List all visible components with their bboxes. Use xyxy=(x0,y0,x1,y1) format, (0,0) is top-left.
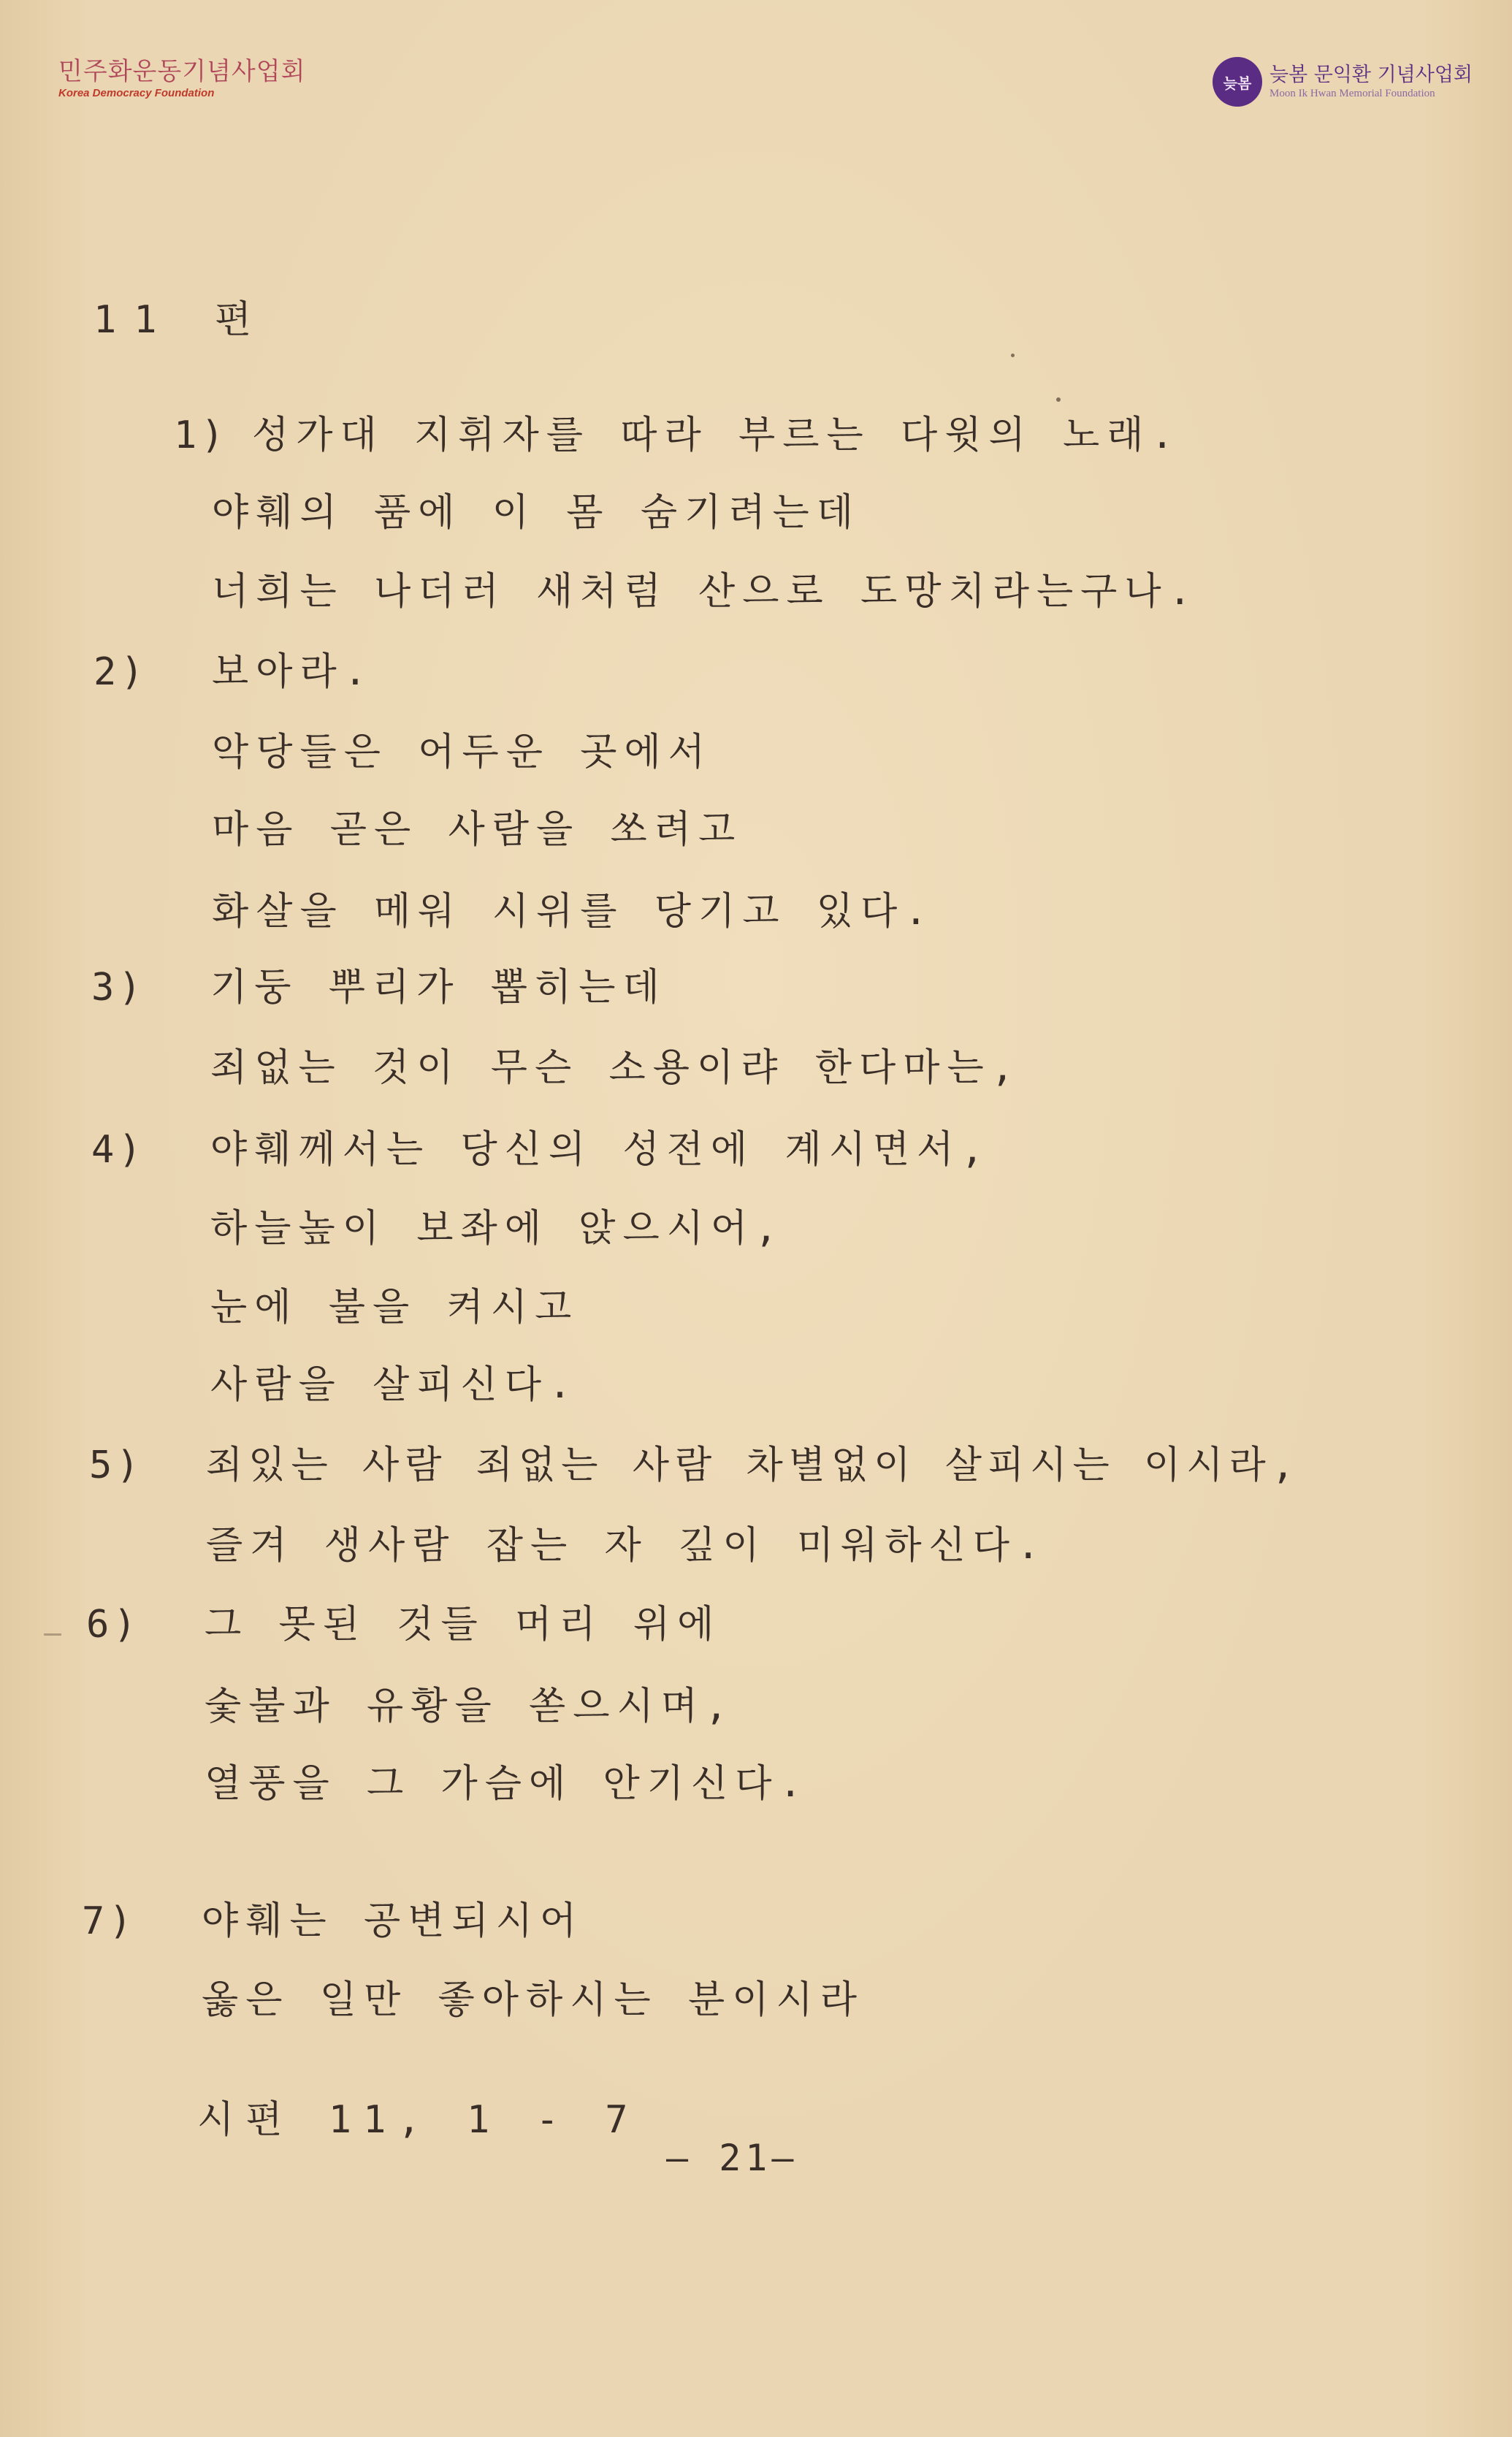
verse-line: 야훼는 공변되시어 xyxy=(202,1899,584,1943)
stanza-number: 7) xyxy=(82,1899,137,1943)
verse-line: 악당들은 어두운 곳에서 xyxy=(212,731,712,774)
moon-ik-hwan-foundation-logo xyxy=(1213,57,1473,107)
scripture-reference: 시편 11, 1 - 7 xyxy=(197,2098,640,2142)
verse-line: 그 못된 것들 머리 위에 xyxy=(205,1603,722,1647)
verse-line: 옳은 일만 좋아하시는 분이시라 xyxy=(202,1978,864,2022)
verse-line: 너희는 나더러 새처럼 산으로 도망치라는구나. xyxy=(212,570,1199,614)
page-number: — 21— xyxy=(666,2137,798,2179)
verse-line: 사람을 살피신다. xyxy=(210,1363,579,1407)
mih-logo-english: Moon Ik Hwan Memorial Foundation xyxy=(1269,88,1435,99)
neutbom-seal-icon: 늦봄 xyxy=(1213,57,1262,107)
verse-line: 성가대 지휘자를 따라 부르는 다윗의 노래. xyxy=(252,413,1181,457)
stanza-number: 5) xyxy=(89,1443,144,1487)
verse-line: 즐겨 생사람 잡는 자 깊이 미워하신다. xyxy=(206,1524,1047,1568)
scan-speck xyxy=(1056,397,1061,402)
verse-line: 죄있는 사람 죄없는 사람 차별없이 살피시는 이시라, xyxy=(206,1443,1301,1487)
stanza-number: 3) xyxy=(91,966,146,1010)
verse-line: 열풍을 그 가슴에 안기신다. xyxy=(205,1762,809,1806)
stanza-number: 6) xyxy=(86,1603,141,1647)
verse-line: 야훼의 품에 이 몸 숨기려는데 xyxy=(212,491,861,535)
stanza-number: 2) xyxy=(93,650,148,694)
verse-line: 야훼께서는 당신의 성전에 계시면서, xyxy=(210,1128,991,1172)
verse-line: 죄없는 것이 무슨 소용이랴 한다마는, xyxy=(210,1046,1022,1090)
scan-mark xyxy=(44,1633,61,1636)
verse-line: 화살을 메워 시위를 당기고 있다. xyxy=(212,890,935,934)
kdf-logo-english: Korea Democracy Foundation xyxy=(58,87,215,99)
korea-democracy-foundation-logo xyxy=(58,57,305,101)
mih-logo-korean: 늦봄 문익환 기념사업회 xyxy=(1269,64,1473,86)
stanza-number: 4) xyxy=(91,1128,146,1172)
verse-line: 마음 곧은 사람을 쏘려고 xyxy=(212,808,743,852)
verse-line: 숯불과 유황을 쏟으시며, xyxy=(205,1685,736,1728)
kdf-logo-korean: 민주화운동기념사업회 xyxy=(58,57,306,86)
verse-line: 보아라. xyxy=(212,650,375,694)
verse-line: 하늘높이 보좌에 앉으시어, xyxy=(210,1207,785,1251)
verse-line: 눈에 불을 켜시고 xyxy=(210,1286,579,1330)
verse-line: 기둥 뿌리가 뽑히는데 xyxy=(210,966,667,1010)
scan-speck xyxy=(1011,354,1015,357)
stanza-number: 1) xyxy=(174,413,229,457)
psalm-heading: 11 편 xyxy=(93,298,270,342)
